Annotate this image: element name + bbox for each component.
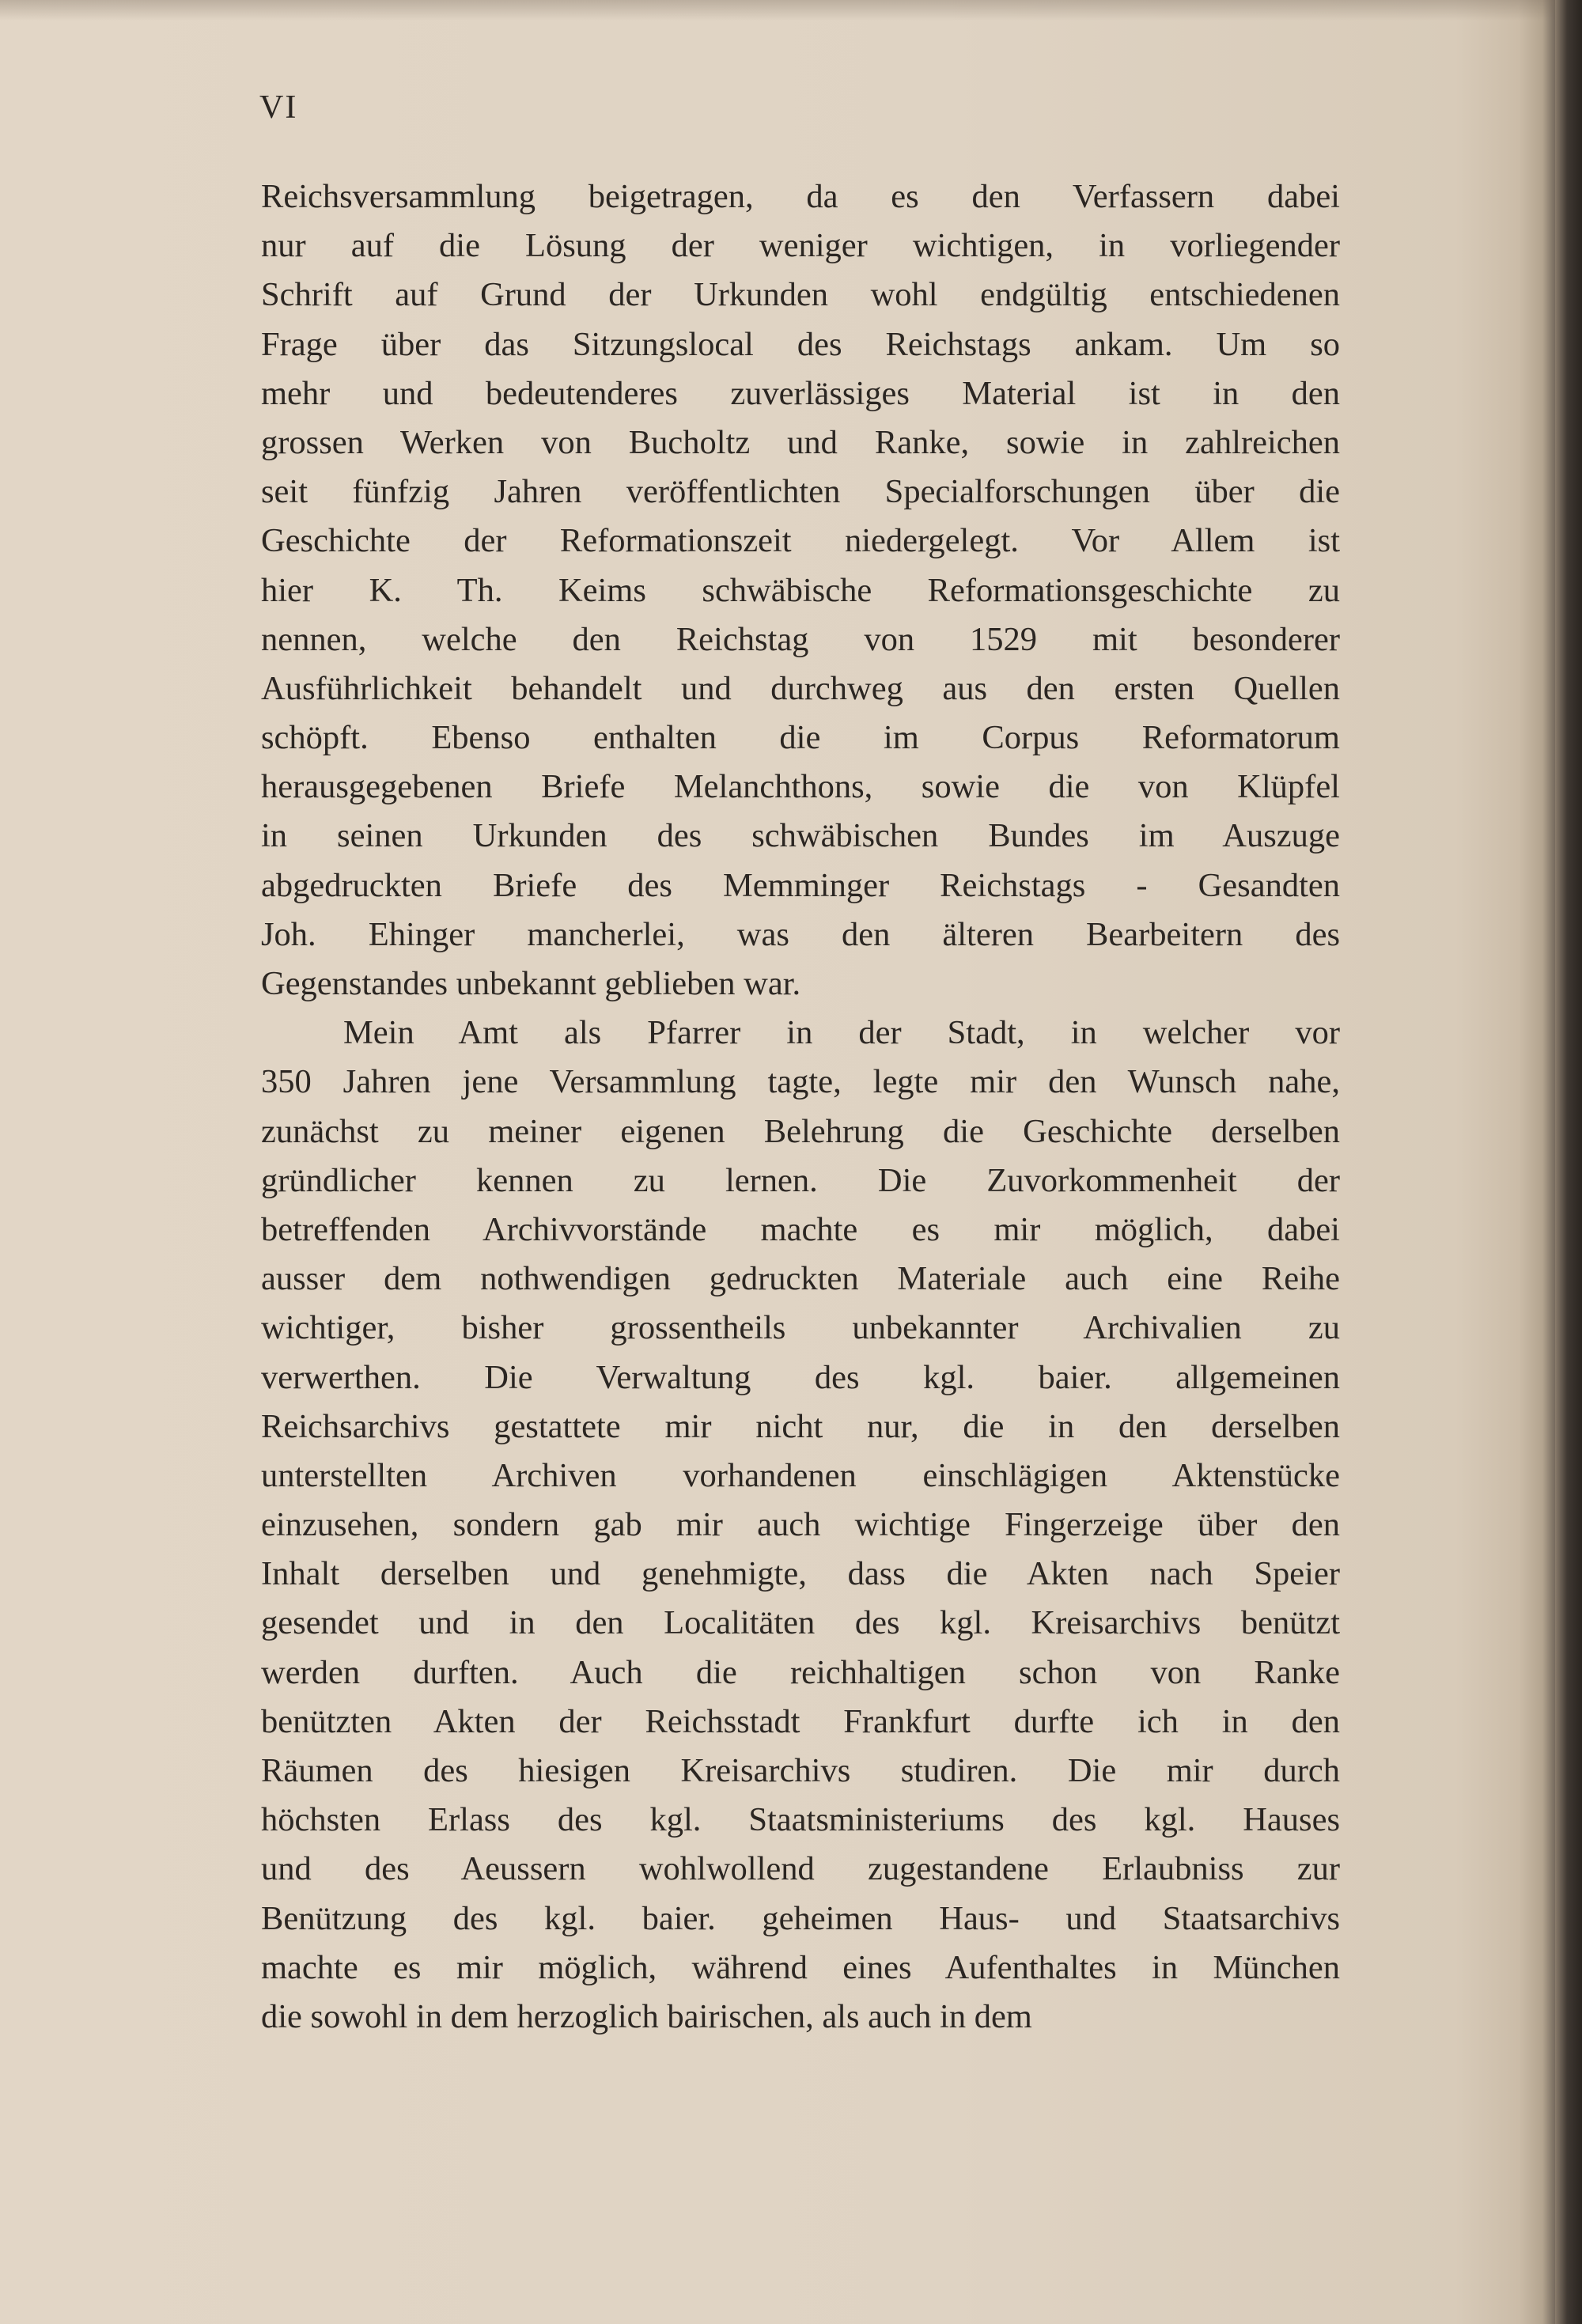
text-line: mehr und bedeutenderes zuverlässiges Material ist in den bbox=[261, 374, 1340, 412]
page-top-shadow bbox=[0, 0, 1582, 21]
text-line: gründlicher kennen zu lernen. Die Zuvorkommenheit der bbox=[261, 1161, 1340, 1199]
text-line: höchsten Erlass des kgl. Staatsministeriums des kgl. Hauses bbox=[261, 1801, 1340, 1839]
text-line: grossen Werken von Bucholtz und Ranke, sowie in zahlreichen bbox=[261, 423, 1340, 461]
text-line: abgedruckten Briefe des Memminger Reichstags - Gesandten bbox=[261, 866, 1340, 904]
text-line: benützten Akten der Reichsstadt Frankfurt durfte ich in den bbox=[261, 1702, 1340, 1740]
body-text bbox=[261, 172, 1340, 2042]
text-line: seit fünfzig Jahren veröffentlichten Specialforschungen über die bbox=[261, 473, 1340, 511]
text-line: Räumen des hiesigen Kreisarchivs studiren. Die mir durch bbox=[261, 1752, 1340, 1789]
text-line: Frage über das Sitzungslocal des Reichstags ankam. Um so bbox=[261, 325, 1340, 363]
text-line: Joh. Ehinger mancherlei, was den älteren Bearbeitern des bbox=[261, 915, 1340, 953]
text-line: unterstellten Archiven vorhandenen einschlägigen Aktenstücke bbox=[261, 1456, 1340, 1494]
text-line: einzusehen, sondern gab mir auch wichtige Fingerzeige über den bbox=[261, 1506, 1340, 1544]
text-line: verwerthen. Die Verwaltung des kgl. baier. allgemeinen bbox=[261, 1358, 1340, 1396]
text-line: Ausführlichkeit behandelt und durchweg aus den ersten Quellen bbox=[261, 669, 1340, 707]
text-line: machte es mir möglich, während eines Aufenthaltes in München bbox=[261, 1948, 1340, 1986]
text-line: schöpft. Ebenso enthalten die im Corpus Reformatorum bbox=[261, 719, 1340, 757]
text-line: Reichsversammlung beigetragen, da es den Verfassern dabei bbox=[261, 178, 1340, 215]
text-line: Schrift auf Grund der Urkunden wohl endgültig entschiedenen bbox=[261, 276, 1340, 314]
paragraph-2 bbox=[261, 1009, 1340, 2042]
text-line: zunächst zu meiner eigenen Belehrung die Geschichte derselben bbox=[261, 1112, 1340, 1150]
paragraph-1 bbox=[261, 172, 1340, 1009]
text-line: die sowohl in dem herzoglich bairischen, als auch in dem bbox=[261, 1997, 1032, 2035]
text-line: betreffenden Archivvorstände machte es mir möglich, dabei bbox=[261, 1210, 1340, 1248]
text-line: hier K. Th. Keims schwäbische Reformationsgeschichte zu bbox=[261, 571, 1340, 609]
text-line: Benützung des kgl. baier. geheimen Haus- und Staatsarchivs bbox=[261, 1899, 1340, 1937]
text-line: werden durften. Auch die reichhaltigen schon von Ranke bbox=[261, 1653, 1340, 1691]
text-line: herausgegebenen Briefe Melanchthons, sowie die von Klüpfel bbox=[261, 768, 1340, 806]
text-line: nur auf die Lösung der weniger wichtigen, in vorliegender bbox=[261, 227, 1340, 265]
text-line: und des Aeussern wohlwollend zugestandene Erlaubniss zur bbox=[261, 1850, 1340, 1888]
text-line: 350 Jahren jene Versammlung tagte, legte mir den Wunsch nahe, bbox=[261, 1063, 1340, 1101]
text-line: wichtiger, bisher grossentheils unbekannter Archivalien zu bbox=[261, 1309, 1340, 1347]
text-line: gesendet und in den Localitäten des kgl. Kreisarchivs benützt bbox=[261, 1604, 1340, 1642]
text-line: nennen, welche den Reichstag von 1529 mit besonderer bbox=[261, 620, 1340, 658]
text-line: Gegenstandes unbekannt geblieben war. bbox=[261, 965, 801, 1002]
text-line: Inhalt derselben und genehmigte, dass die Akten nach Speier bbox=[261, 1555, 1340, 1593]
text-line: in seinen Urkunden des schwäbischen Bundes im Auszuge bbox=[261, 817, 1340, 855]
book-spine-edge bbox=[1555, 0, 1582, 2324]
text-line: ausser dem nothwendigen gedruckten Materiale auch eine Reihe bbox=[261, 1260, 1340, 1298]
text-line: Reichsarchivs gestattete mir nicht nur, die in den derselben bbox=[261, 1407, 1340, 1445]
page-number: VI bbox=[259, 89, 298, 126]
text-line: Geschichte der Reformationszeit niedergelegt. Vor Allem ist bbox=[261, 522, 1340, 560]
text-line: Mein Amt als Pfarrer in der Stadt, in welcher vor bbox=[343, 1014, 1340, 1052]
